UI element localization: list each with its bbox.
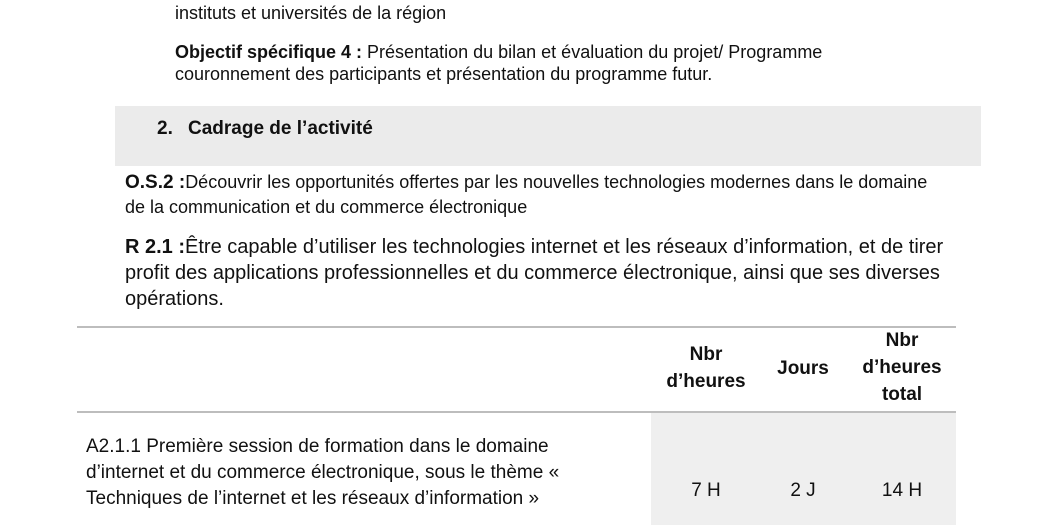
column-header-total-hours: Nbr d’heures total [862,330,942,405]
table-row-total-hours: 14 H [881,480,923,501]
column-header-hours: Nbr d’heures [666,344,746,392]
objective-4-text: Présentation du bilan et évaluation du projet/ Programme couronnement des participants et présentation du programme futur. [175,42,823,84]
intro-line: instituts et universités de la région [175,3,447,23]
table-row-hours: 7 H [691,480,721,501]
objective-4-paragraph [175,41,935,85]
r21-paragraph [125,234,965,312]
table-row-days: 2 J [790,480,816,501]
os2-label: O.S.2 : [125,172,186,193]
r21-text: Être capable d’utiliser les technologies internet et les réseaux d’information, et de tirer profit des applications professionnelles et du commerce électronique, ainsi que ses diverses opérations. [125,236,944,310]
table-row-activity: A2.1.1 Première session de formation dans le domaine d’internet et du commerce électronique, sous le thème « Techniques de l’internet et les réseaux d’information » [86,436,560,509]
objective-4-label: Objectif spécifique 4 : [175,42,363,62]
section-number: 2. [157,118,173,139]
table-shaded-cells [651,413,956,525]
os2-paragraph [125,170,945,220]
os2-text: Découvrir les opportunités offertes par les nouvelles technologies modernes dans le domaine de la communication et du commerce électronique [125,172,928,217]
section-title: Cadrage de l’activité [188,118,373,139]
r21-label: R 2.1 : [125,236,186,258]
section-heading [157,117,373,141]
column-header-days: Jours [777,358,829,379]
table-top-border [77,326,956,328]
